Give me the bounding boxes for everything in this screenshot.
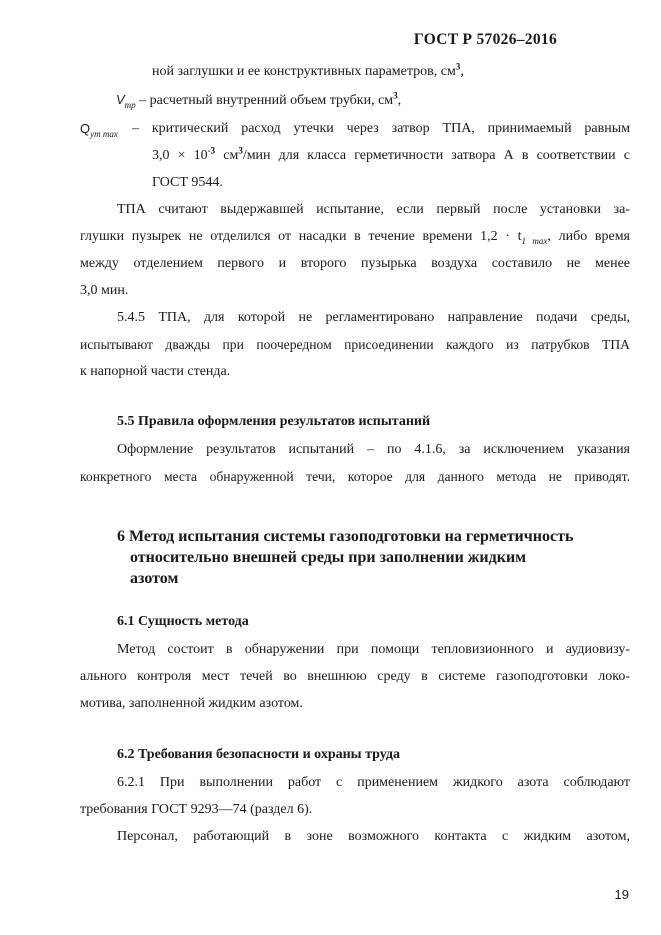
section-55-line1: Оформление результатов испытаний – по 4.1.6, за исключением указания (117, 442, 630, 457)
paragraph-tpa-line2 (80, 223, 630, 250)
subscript-yt-max: ут max (90, 128, 118, 139)
definition-text: – расчетный внутренний объем трубки, см (135, 93, 394, 108)
section-55-line2: конкретного места обнаруженной течи, которое для данного метода не приводят. (80, 469, 630, 484)
heading-6 (117, 526, 637, 589)
section-62-line2: требования ГОСТ 9293—74 (раздел 6). (80, 802, 313, 817)
heading-6-line3: азотом (130, 570, 179, 587)
heading-6-1: 6.1 Сущность метода (117, 614, 249, 629)
section-62-line1: 6.2.1 При выполнении работ с применением жидкого азота соблюдают (117, 775, 630, 790)
text-part: глушки пузырек не отделился от насадки в течение времени 1,2 · t (80, 229, 522, 244)
definition-vtr (116, 86, 401, 114)
symbol-q: Q (80, 121, 91, 136)
subscript-1-max: 1 max (521, 235, 548, 246)
paragraph-545-line3: к напорной части стенда. (80, 364, 231, 379)
paragraph-tpa-line3: между отделением первого и второго пузырька воздуха составило не менее (80, 256, 630, 271)
heading-5-5: 5.5 Правила оформления результатов испытаний (117, 414, 431, 429)
definition-qyt-line2 (152, 142, 630, 169)
definition-text: /мин для класса герметичности затвора А в соответствии с (242, 148, 630, 163)
heading-6-line1: 6 Метод испытания системы газоподготовки на герметичность (117, 528, 574, 545)
section-61-line3: мотива, заполненной жидким азотом. (80, 696, 303, 711)
unit-text: см (215, 148, 239, 163)
paragraph-545-line1: 5.4.5 ТПА, для которой не регламентировано направление подачи среды, (117, 310, 630, 325)
definition-qyt-line1: – критический расход утечки через затвор ТПА, принимаемый равным (132, 121, 630, 136)
definition-qyt-symbol (80, 115, 118, 143)
subscript-tr: тр (124, 99, 136, 110)
symbol-v: V (116, 92, 125, 107)
comma: , (460, 64, 464, 79)
superscript: 3 (393, 90, 398, 101)
text-part: , либо время (547, 229, 630, 244)
continuation-line (152, 58, 464, 85)
paragraph-545-line2: испытывают дважды при поочередном присоединении каждого из патрубков ТПА (80, 337, 630, 352)
superscript: 3 (238, 145, 243, 156)
comma: , (397, 93, 402, 108)
value-text: 3,0 × 10 (152, 148, 208, 163)
heading-6-2: 6.2 Требования безопасности и охраны труда (117, 747, 400, 762)
page-number: 19 (614, 887, 629, 902)
exponent: -3 (207, 145, 216, 156)
superscript: 3 (455, 61, 461, 72)
paragraph-tpa-line1: ТПА считают выдержавшей испытание, если первый после установки за- (117, 202, 630, 217)
paragraph-tpa-line4: 3,0 мин. (80, 283, 129, 298)
section-61-line1: Метод состоит в обнаружении при помощи тепловизионного и аудиовизу- (117, 642, 630, 657)
standard-header: ГОСТ Р 57026–2016 (413, 31, 557, 48)
continuation-text: ной заглушки и ее конструктивных параметров, см (152, 64, 456, 79)
section-61-line2: ального контроля мест течей во внешнюю среду в системе газоподготовки локо- (80, 669, 630, 684)
definition-qyt-line3: ГОСТ 9544. (152, 175, 223, 190)
heading-6-line2: относительно внешней среды при заполнении жидким (130, 549, 527, 566)
section-62-line3: Персонал, работающий в зоне возможного контакта с жидким азотом, (117, 829, 630, 844)
